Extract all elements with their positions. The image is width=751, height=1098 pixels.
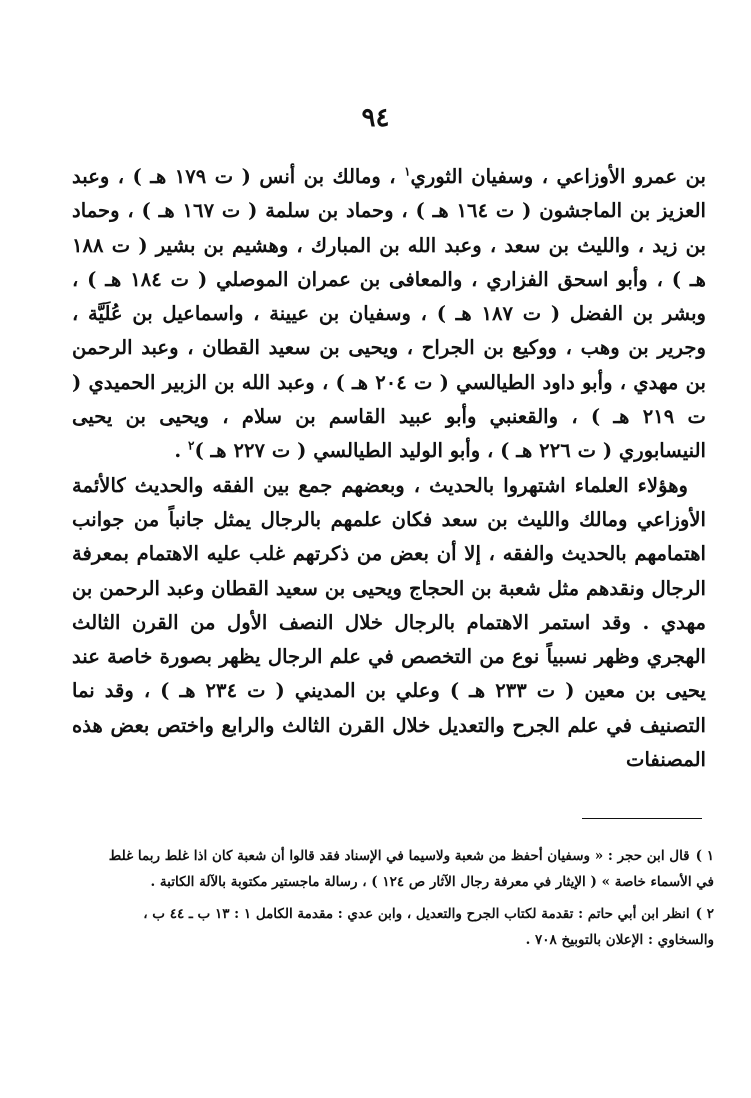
paragraph-1-end: . bbox=[174, 439, 182, 463]
page-number: ٩٤ bbox=[361, 103, 390, 133]
footnote-separator bbox=[582, 818, 702, 819]
paragraph-1 bbox=[72, 160, 706, 469]
paragraph-1-part-1: بن عمرو الأوزاعي ، وسفيان الثوري bbox=[410, 165, 706, 188]
footnote-1-text: قال ابن حجر : « وسفيان أحفظ من شعبة ولاسيما في الإسناد فقد قالوا أن شعبة كان اذا غلط ربما غلط في الأسماء خاصة » ( الإيثار في معرفة رجال الآثار ص ١٢٤ ) ، رسالة ماجستير مكتوبة بالآلة الكاتبة . bbox=[108, 848, 714, 890]
footnote-2-text: انظر ابن أبي حاتم : تقدمة لكتاب الجرح والتعديل ، وابن عدي : مقدمة الكامل ١ : ١٣ ب ـ ٤٤ ب ، والسخاوي : الإعلان بالتوبيخ ٧٠٨ . bbox=[143, 906, 714, 948]
footnotes bbox=[90, 843, 714, 959]
footnote-2 bbox=[90, 901, 714, 953]
footnote-1-number: ١ ) bbox=[695, 848, 714, 864]
paragraph-1-part-2: ، ومالك بن أنس ( ت ١٧٩ هـ ) ، وعبد العزيز بن الماجشون ( ت ١٦٤ هـ ) ، وحماد بن سلمة ( ت ١٦٧ هـ ) ، وحماد بن زيد ، والليث بن سعد ، وعبد الله بن المبارك ، وهشيم بن بشير ( ت ١٨٨ هـ ) ، وأبو اسحق الفزاري ، والمعافى بن عمران الموصلي ( ت ١٨٤ هـ ) ، وبشر بن الفضل ( ت ١٨٧ هـ ) ، وسفيان بن عيينة ، واسماعيل بن عُلَيَّة ، وجرير بن وهب ، ووكيع بن الجراح ، ويحيى بن سعيد القطان ، وعبد الرحمن بن مهدي ، وأبو داود الطيالسي ( ت ٢٠٤ هـ ) ، وعبد الله بن الزبير الحميدي ( ت ٢١٩ هـ ) ، والقعنبي وأبو عبيد القاسم بن سلام ، ويحيى بن يحيى النيسابوري ( ت ٢٢٦ هـ ) ، وأبو الوليد الطيالسي ( ت ٢٢٧ هـ ) bbox=[72, 165, 706, 463]
main-text bbox=[72, 160, 706, 777]
footnote-ref-1: ١ bbox=[404, 164, 411, 179]
footnote-ref-2: ٢ bbox=[188, 438, 195, 453]
paragraph-2: وهؤلاء العلماء اشتهروا بالحديث ، وبعضهم جمع بين الفقه والحديث كالأئمة الأوزاعي ومالك والليث بن سعد فكان علمهم بالرجال يمثل جانباً من جوانب اهتمامهم بالحديث والفقه ، إلا أن بعض من ذكرتهم غلب عليه الاهتمام بمعرفة الرجال ونقدهم مثل شعبة بن الحجاج ويحيى بن سعيد القطان وعبد الرحمن بن مهدي . وقد استمر الاهتمام بالرجال خلال النصف الأول من القرن الثالث الهجري وظهر نسبياً نوع من التخصص في علم الرجال يظهر بصورة خاصة عند يحيى بن معين ( ت ٢٣٣ هـ ) وعلي بن المديني ( ت ٢٣٤ هـ ) ، وقد نما التصنيف في علم الجرح والتعديل خلال القرن الثالث والرابع واختص بعض هذه المصنفات bbox=[72, 473, 706, 772]
footnote-1 bbox=[90, 843, 714, 895]
footnote-2-number: ٢ ) bbox=[695, 906, 714, 922]
